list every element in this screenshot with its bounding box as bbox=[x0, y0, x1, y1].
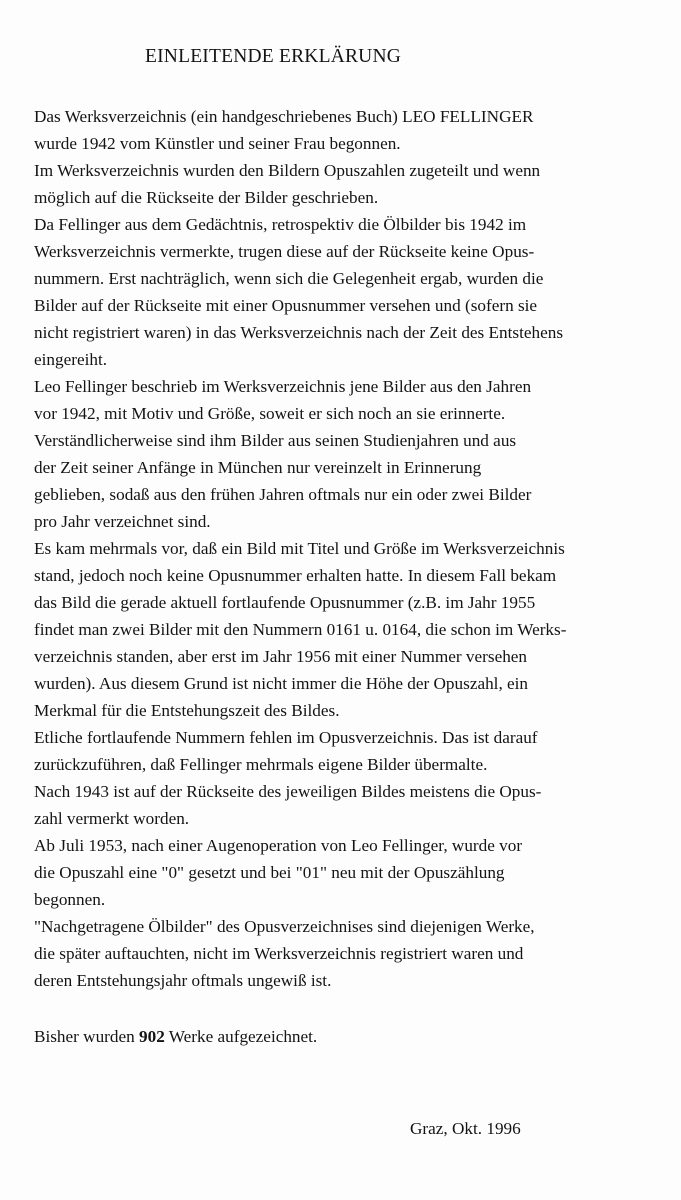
body-line: Leo Fellinger beschrieb im Werksverzeichnis jene Bilder aus den Jahren bbox=[34, 377, 532, 396]
body-line: verzeichnis standen, aber erst im Jahr 1956 mit einer Nummer versehen bbox=[34, 647, 528, 666]
body-line: Da Fellinger aus dem Gedächtnis, retrospektiv die Ölbilder bis 1942 im bbox=[34, 215, 527, 234]
body-line: möglich auf die Rückseite der Bilder geschrieben. bbox=[34, 188, 379, 207]
body-line: geblieben, sodaß aus den frühen Jahren oftmals nur ein oder zwei Bilder bbox=[34, 485, 532, 504]
body-line: die später auftauchten, nicht im Werksverzeichnis registriert waren und bbox=[34, 944, 524, 963]
body-line: Das Werksverzeichnis (ein handgeschriebenes Buch) LEO FELLINGER bbox=[34, 107, 534, 126]
body-line: "Nachgetragene Ölbilder" des Opusverzeichnises sind diejenigen Werke, bbox=[34, 917, 535, 936]
body-line: deren Entstehungsjahr oftmals ungewiß ist. bbox=[34, 971, 332, 990]
body-line: Verständlicherweise sind ihm Bilder aus seinen Studienjahren und aus bbox=[34, 431, 517, 450]
body-line: Etliche fortlaufende Nummern fehlen im Opusverzeichnis. Das ist darauf bbox=[34, 728, 538, 747]
body-line: zurückzuführen, daß Fellinger mehrmals eigene Bilder übermalte. bbox=[34, 755, 488, 774]
body-line: begonnen. bbox=[34, 890, 106, 909]
place-and-date: Graz, Okt. 1996 bbox=[410, 1119, 521, 1138]
body-line: findet man zwei Bilder mit den Nummern 0161 u. 0164, die schon im Werks- bbox=[34, 620, 567, 639]
body-line: der Zeit seiner Anfänge in München nur vereinzelt in Erinnerung bbox=[34, 458, 482, 477]
summary-suffix: Werke aufgezeichnet. bbox=[168, 1027, 318, 1046]
body-line: Ab Juli 1953, nach einer Augenoperation von Leo Fellinger, wurde vor bbox=[34, 836, 523, 855]
body-line: eingereiht. bbox=[34, 350, 108, 369]
body-line: Bilder auf der Rückseite mit einer Opusnummer versehen und (sofern sie bbox=[34, 296, 538, 315]
body-line: pro Jahr verzeichnet sind. bbox=[34, 512, 211, 531]
body-line: Nach 1943 ist auf der Rückseite des jeweiligen Bildes meistens die Opus- bbox=[34, 782, 542, 801]
body-line: zahl vermerkt worden. bbox=[34, 809, 190, 828]
body-line: Es kam mehrmals vor, daß ein Bild mit Titel und Größe im Werksverzeichnis bbox=[34, 539, 565, 558]
body-line: Werksverzeichnis vermerkte, trugen diese auf der Rückseite keine Opus- bbox=[34, 242, 535, 261]
body-line: vor 1942, mit Motiv und Größe, soweit er sich noch an sie erinnerte. bbox=[34, 404, 506, 423]
summary-line bbox=[34, 1023, 317, 1050]
body-line: wurden). Aus diesem Grund ist nicht immer die Höhe der Opuszahl, ein bbox=[34, 674, 529, 693]
body-line: die Opuszahl eine "0" gesetzt und bei "01" neu mit der Opuszählung bbox=[34, 863, 505, 882]
body-line: nicht registriert waren) in das Werksverzeichnis nach der Zeit des Entstehens bbox=[34, 323, 564, 342]
summary-prefix: Bisher wurden bbox=[34, 1027, 135, 1046]
body-line: stand, jedoch noch keine Opusnummer erhalten hatte. In diesem Fall bekam bbox=[34, 566, 557, 585]
body-line: wurde 1942 vom Künstler und seiner Frau begonnen. bbox=[34, 134, 401, 153]
body-line: Merkmal für die Entstehungszeit des Bildes. bbox=[34, 701, 340, 720]
body-line: das Bild die gerade aktuell fortlaufende Opusnummer (z.B. im Jahr 1955 bbox=[34, 593, 536, 612]
document-title: EINLEITENDE ERKLÄRUNG bbox=[145, 46, 402, 67]
work-count: 902 bbox=[139, 1027, 165, 1046]
document-body bbox=[34, 103, 654, 994]
body-line: nummern. Erst nachträglich, wenn sich die Gelegenheit ergab, wurden die bbox=[34, 269, 544, 288]
body-line: Im Werksverzeichnis wurden den Bildern Opuszahlen zugeteilt und wenn bbox=[34, 161, 541, 180]
